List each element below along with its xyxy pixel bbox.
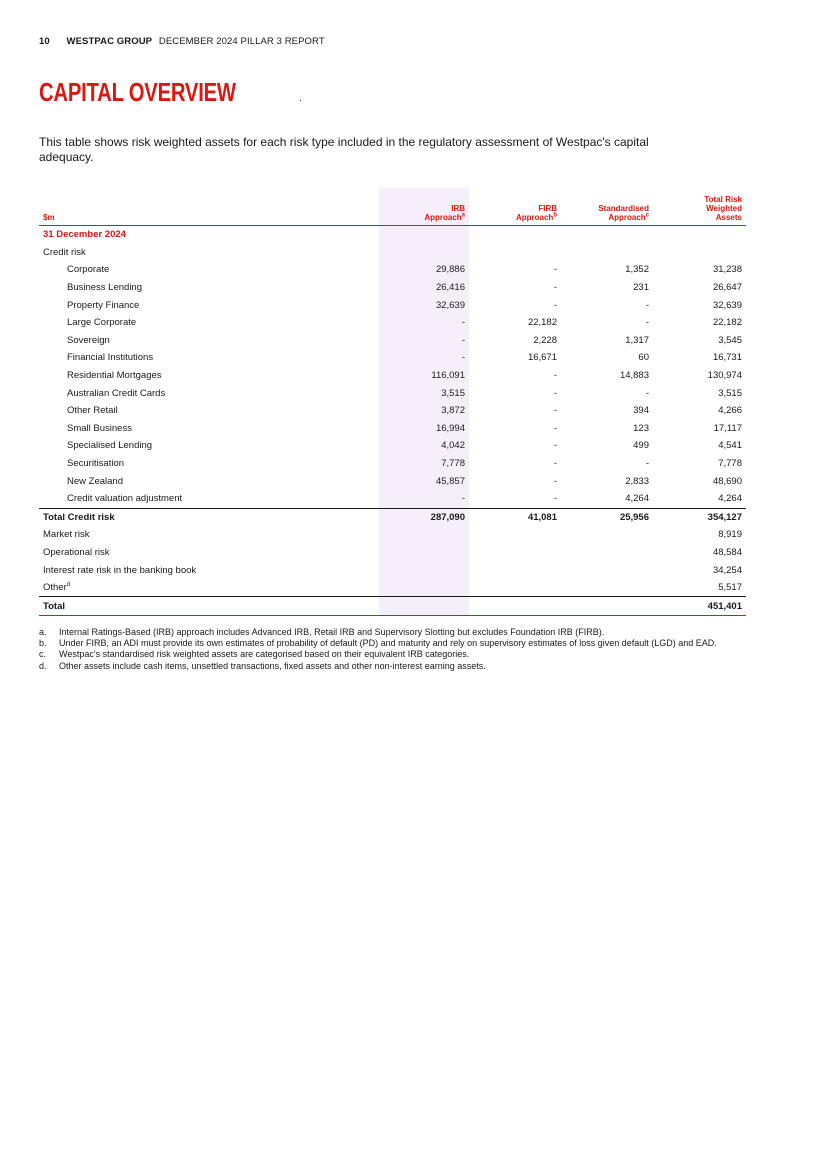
firb-value: 2,228 bbox=[533, 334, 557, 346]
firb-empty bbox=[469, 544, 561, 562]
standardised-value: 14,883 bbox=[619, 370, 649, 382]
table-row bbox=[39, 402, 746, 420]
table-row bbox=[39, 349, 746, 367]
row-label: Property Finance bbox=[67, 299, 140, 311]
firb-value: - bbox=[553, 299, 557, 311]
stray-dot bbox=[300, 100, 301, 101]
row-label: Specialised Lending bbox=[67, 440, 153, 452]
total-value: 3,515 bbox=[718, 387, 742, 399]
standardised-empty bbox=[561, 544, 653, 562]
irb-value: - bbox=[379, 490, 469, 508]
standardised-value: 60 bbox=[638, 352, 649, 364]
standardised-value: 1,317 bbox=[625, 334, 649, 346]
other-risk-row bbox=[39, 579, 746, 597]
row-label: Large Corporate bbox=[67, 317, 137, 329]
other-risk-total: 48,584 bbox=[712, 546, 742, 558]
standardised-empty bbox=[561, 597, 653, 616]
other-risk-row bbox=[39, 544, 746, 562]
footnote-key: a. bbox=[39, 627, 47, 637]
irb-value: 3,872 bbox=[379, 402, 469, 420]
row-label: Securitisation bbox=[67, 458, 125, 470]
rwa-table-wrapper bbox=[39, 188, 746, 616]
table-row bbox=[39, 455, 746, 473]
total-credit-firb: 41,081 bbox=[469, 508, 561, 526]
firb-value: - bbox=[553, 264, 557, 276]
other-risk-total: 34,254 bbox=[712, 564, 742, 576]
grand-total-row bbox=[39, 597, 746, 616]
grand-total-value: 451,401 bbox=[653, 597, 746, 616]
footnote-text: Under FIRB, an ADI must provide its own estimates of probability of default (PD) and maturity and rely on supervisory estimates of loss given default (LGD) and EAD. bbox=[59, 638, 717, 649]
other-risk-label-text: Interest rate risk in the banking book bbox=[43, 564, 197, 576]
row-label: Credit valuation adjustment bbox=[67, 493, 183, 505]
footnotes bbox=[39, 627, 749, 672]
other-risk-total: 8,919 bbox=[718, 529, 742, 541]
firb-value: - bbox=[553, 493, 557, 505]
standardised-value: 1,352 bbox=[625, 264, 649, 276]
total-value: 4,541 bbox=[718, 440, 742, 452]
total-value: 16,731 bbox=[712, 352, 742, 364]
firb-empty bbox=[469, 579, 561, 597]
total-credit-label: Total Credit risk bbox=[39, 508, 379, 526]
irb-value: - bbox=[379, 314, 469, 332]
irb-empty bbox=[379, 579, 469, 597]
row-label: Business Lending bbox=[67, 282, 142, 294]
standardised-value: 499 bbox=[633, 440, 649, 452]
firb-empty bbox=[469, 526, 561, 544]
table-row bbox=[39, 279, 746, 297]
standardised-value: 394 bbox=[633, 405, 649, 417]
row-label: Residential Mortgages bbox=[67, 370, 162, 382]
section-label: 31 December 2024 bbox=[43, 229, 126, 241]
total-value: 4,264 bbox=[718, 493, 742, 505]
row-label: Small Business bbox=[67, 422, 132, 434]
firb-value: - bbox=[553, 475, 557, 487]
total-value: 3,545 bbox=[718, 334, 742, 346]
other-risk-total: 5,517 bbox=[718, 582, 742, 594]
other-risk-label bbox=[39, 544, 379, 562]
other-risk-label-text: Operational risk bbox=[43, 546, 110, 558]
table-row bbox=[39, 332, 746, 350]
total-value: 7,778 bbox=[718, 458, 742, 470]
total-value: 130,974 bbox=[707, 370, 742, 382]
footnote-text: Westpac's standardised risk weighted assets are categorised based on their equivalent IRB categories. bbox=[59, 649, 470, 660]
firb-value: - bbox=[553, 422, 557, 434]
footnote-key: d. bbox=[39, 660, 47, 671]
row-label: Other Retail bbox=[67, 405, 118, 417]
irb-value: 45,857 bbox=[379, 472, 469, 490]
total-credit-irb: 287,090 bbox=[379, 508, 469, 526]
table-row bbox=[39, 420, 746, 438]
irb-value: - bbox=[379, 332, 469, 350]
footnote-key: c. bbox=[39, 649, 47, 660]
other-risk-row bbox=[39, 561, 746, 579]
header-total-rwa: Total Risk Weighted Assets bbox=[653, 188, 746, 226]
row-label: Financial Institutions bbox=[67, 352, 154, 364]
irb-empty bbox=[379, 597, 469, 616]
firb-value: - bbox=[553, 405, 557, 417]
footnote-text: Internal Ratings-Based (IRB) approach includes Advanced IRB, Retail IRB and Supervisory Slotting but excludes Foundation IRB (FIRB). bbox=[59, 627, 605, 637]
credit-risk-group-row bbox=[39, 244, 746, 262]
row-label: Sovereign bbox=[67, 334, 110, 346]
page-title: CAPITAL OVERVIEW bbox=[39, 77, 236, 107]
standardised-empty bbox=[561, 579, 653, 597]
table-row bbox=[39, 490, 746, 508]
row-label: Corporate bbox=[67, 264, 110, 276]
footnote-ref-c: c bbox=[645, 212, 649, 219]
row-label: Australian Credit Cards bbox=[67, 387, 166, 399]
other-risk-label bbox=[39, 561, 379, 579]
irb-value: 4,042 bbox=[379, 437, 469, 455]
table-row bbox=[39, 472, 746, 490]
footnote-item bbox=[39, 661, 749, 672]
irb-value: 26,416 bbox=[379, 279, 469, 297]
footnote-text: Other assets include cash items, unsettled transactions, fixed assets and other non-interest earning assets. bbox=[59, 660, 486, 671]
firb-value: 16,671 bbox=[527, 352, 557, 364]
irb-value: 16,994 bbox=[379, 420, 469, 438]
irb-value: 3,515 bbox=[379, 384, 469, 402]
total-value: 26,647 bbox=[712, 282, 742, 294]
firb-value: - bbox=[553, 387, 557, 399]
page-header bbox=[39, 36, 325, 47]
standardised-value: 231 bbox=[633, 282, 649, 294]
footnote-item bbox=[39, 638, 749, 649]
irb-empty bbox=[379, 544, 469, 562]
grand-total-label: Total bbox=[39, 597, 379, 616]
total-value: 31,238 bbox=[712, 264, 742, 276]
irb-empty bbox=[379, 526, 469, 544]
footnote-ref-a: a bbox=[461, 212, 465, 219]
header-firb: FIRB Approach$^b$ bbox=[469, 188, 561, 226]
firb-value: - bbox=[553, 440, 557, 452]
report-name: DECEMBER 2024 PILLAR 3 REPORT bbox=[158, 36, 325, 47]
table-row bbox=[39, 261, 746, 279]
standardised-value: - bbox=[645, 387, 649, 399]
irb-value: 7,778 bbox=[379, 455, 469, 473]
intro-paragraph: This table shows risk weighted assets for each risk type included in the regulatory assessment of Westpac's capital adequacy. bbox=[39, 135, 649, 164]
table-row bbox=[39, 296, 746, 314]
firb-value: - bbox=[553, 458, 557, 470]
other-risk-row bbox=[39, 526, 746, 544]
table-row bbox=[39, 367, 746, 385]
footnote-key: b. bbox=[39, 638, 47, 649]
standardised-empty bbox=[561, 526, 653, 544]
standardised-empty bbox=[561, 561, 653, 579]
irb-value: 116,091 bbox=[379, 367, 469, 385]
table-row bbox=[39, 437, 746, 455]
total-credit-total: 354,127 bbox=[653, 508, 746, 526]
firb-empty bbox=[469, 561, 561, 579]
standardised-value: 123 bbox=[633, 422, 649, 434]
other-risk-label-text: Market risk bbox=[43, 529, 90, 541]
total-credit-standardised: 25,956 bbox=[561, 508, 653, 526]
firb-value: - bbox=[553, 282, 557, 294]
other-risk-label-text: Other bbox=[43, 582, 67, 594]
irb-value: 32,639 bbox=[379, 296, 469, 314]
table-row bbox=[39, 384, 746, 402]
table-row bbox=[39, 314, 746, 332]
rwa-table bbox=[39, 188, 746, 616]
standardised-value: - bbox=[645, 458, 649, 470]
footnote-item bbox=[39, 649, 749, 660]
irb-value: - bbox=[379, 349, 469, 367]
row-label: New Zealand bbox=[67, 475, 123, 487]
irb-empty bbox=[379, 561, 469, 579]
firb-value: - bbox=[553, 370, 557, 382]
firb-value: 22,182 bbox=[527, 317, 557, 329]
total-value: 32,639 bbox=[712, 299, 742, 311]
brand-name: WESTPAC GROUP bbox=[66, 36, 153, 47]
total-value: 17,117 bbox=[713, 422, 742, 434]
total-value: 22,182 bbox=[712, 317, 742, 329]
table-header-row bbox=[39, 188, 746, 226]
credit-risk-label: Credit risk bbox=[43, 246, 86, 258]
other-risk-label bbox=[39, 526, 379, 544]
other-risk-label bbox=[39, 579, 379, 597]
total-value: 48,690 bbox=[712, 475, 742, 487]
header-standardised: Standardised Approach$^c$ bbox=[561, 188, 653, 226]
footnote-ref-d: d bbox=[66, 582, 71, 589]
total-credit-risk-row bbox=[39, 508, 746, 526]
header-irb: IRB Approach$^a$ bbox=[379, 188, 469, 226]
standardised-value: 4,264 bbox=[625, 493, 649, 505]
total-value: 4,266 bbox=[718, 405, 742, 417]
irb-value: 29,886 bbox=[379, 261, 469, 279]
standardised-value: - bbox=[645, 299, 649, 311]
page-number: 10 bbox=[39, 36, 50, 47]
header-label: $m bbox=[39, 188, 379, 226]
footnote-item bbox=[39, 627, 749, 638]
firb-empty bbox=[469, 597, 561, 616]
section-row bbox=[39, 226, 746, 244]
standardised-value: 2,833 bbox=[625, 475, 649, 487]
footnote-ref-b: b bbox=[553, 212, 557, 219]
standardised-value: - bbox=[645, 317, 649, 329]
